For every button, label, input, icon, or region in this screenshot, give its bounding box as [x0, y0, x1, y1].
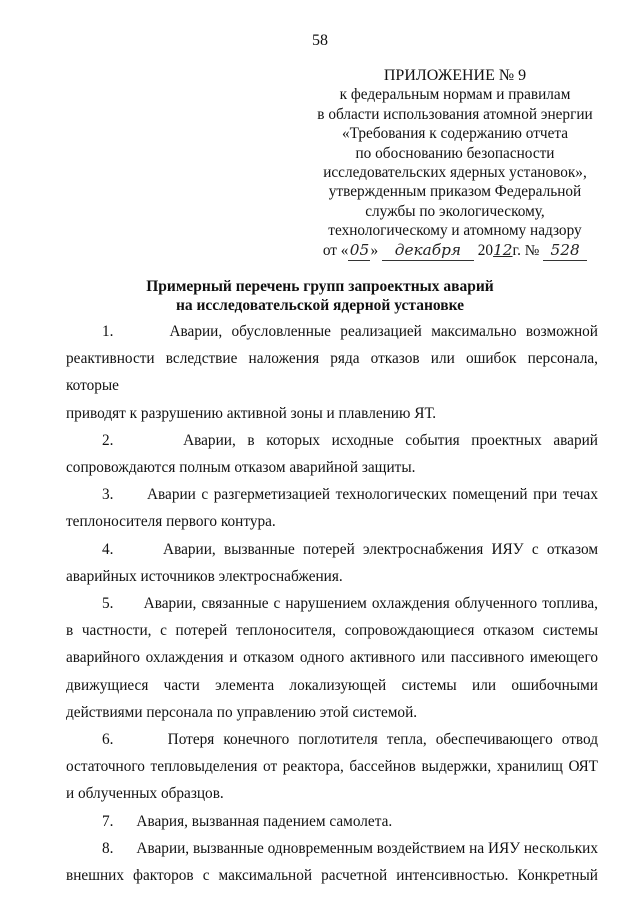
item-line: реактивности вследствие наложения ряда отказов или ошибок персонала, которые: [66, 350, 598, 395]
item-line: 4. Аварии, вызванные потерей электроснабжения ИЯУ с отказом: [102, 540, 598, 558]
date-prefix: от «: [322, 241, 349, 259]
document-title: [0, 277, 640, 315]
page-number: 58: [312, 32, 328, 49]
handwritten-order-number: 528: [543, 241, 587, 261]
title-line-1: Примерный перечень групп запроектных аварий: [146, 278, 494, 295]
item-line: 1. Аварии, обусловленные реализацией максимально возможной: [102, 323, 598, 340]
appendix-header: [290, 66, 620, 261]
item-line: 2. Аварии, в которых исходные события проектных аварий: [102, 431, 598, 449]
list-item: [66, 808, 598, 835]
appendix-line: утвержденным приказом Федеральной: [328, 183, 582, 201]
order-date-line: [290, 241, 620, 261]
item-line: действиями персонала по управлению этой системой.: [66, 703, 418, 721]
item-line: движущиеся части элемента локализующей системы или ошибочными: [66, 676, 598, 694]
appendix-heading: ПРИЛОЖЕНИЕ № 9: [383, 67, 527, 84]
appendix-line: исследовательских ядерных установок»,: [323, 164, 587, 182]
appendix-line: «Требования к содержанию отчета: [341, 125, 569, 143]
date-quote-close: »: [370, 241, 379, 259]
list-item: [66, 481, 598, 535]
list-item: [66, 318, 598, 427]
item-line: внешних факторов с максимальной расчетной интенсивностью. Конкретный: [66, 867, 598, 885]
year-prefix: 20: [477, 241, 494, 259]
appendix-line: технологическому и атомному надзору: [328, 222, 582, 240]
item-line: 8. Аварии, вызванные одновременным воздействием на ИЯУ нескольких: [102, 839, 598, 857]
item-line: приводят к разрушению активной зоны и плавлению ЯТ.: [66, 404, 437, 422]
appendix-line: службы по экологическому,: [365, 202, 545, 220]
item-line: сопровождаются полным отказом аварийной защиты.: [66, 459, 416, 477]
title-line-2: на исследовательской ядерной установке: [175, 297, 465, 314]
item-line: остаточного тепловыделения от реактора, бассейнов выдержки, хранилищ ОЯТ: [66, 758, 598, 776]
item-line: 6. Потеря конечного поглотителя тепла, обеспечивающего отвод: [102, 731, 598, 749]
handwritten-year: 12: [493, 240, 513, 259]
appendix-line: в области использования атомной энергии: [317, 105, 593, 123]
year-word: г. №: [512, 241, 540, 259]
item-line: аварийных источников электроснабжения.: [66, 567, 343, 585]
handwritten-month: декабря: [382, 241, 474, 261]
item-line: и облученных образцов.: [66, 785, 224, 803]
list-item: [66, 536, 598, 590]
item-line: 3. Аварии с разгерметизацией технологических помещений при течах: [102, 486, 598, 504]
item-line: в частности, с потерей теплоносителя, сопровождающиеся отказом системы: [66, 622, 598, 640]
item-line: 7. Авария, вызванная падением самолета.: [102, 812, 393, 830]
item-line: аварийного охлаждения и отказом одного активного или пассивного имеющего: [66, 649, 598, 667]
list-item: [66, 726, 598, 808]
document-body: [66, 318, 598, 889]
item-line: теплоносителя первого контура.: [66, 513, 276, 531]
list-item: [66, 427, 598, 481]
item-line: 5. Аварии, связанные с нарушением охлаждения облученного топлива,: [102, 595, 598, 613]
list-item: [66, 835, 598, 889]
list-item: [66, 590, 598, 726]
appendix-line: к федеральным нормам и правилам: [339, 86, 571, 104]
handwritten-day: 05: [348, 241, 370, 261]
appendix-line: по обоснованию безопасности: [355, 144, 555, 162]
